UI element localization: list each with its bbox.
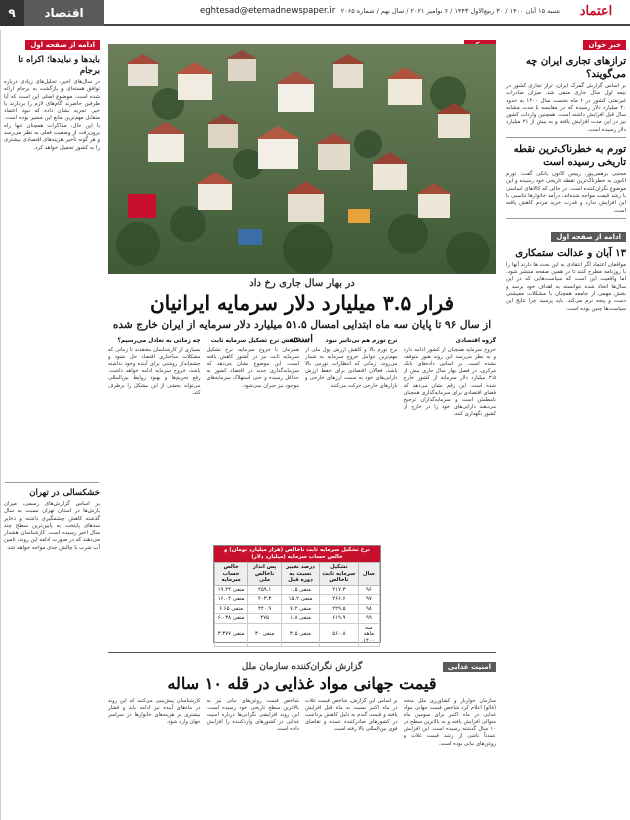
table-cell: منفی ۶.۰۳۸	[215, 614, 248, 624]
column-heading: چه زمانی به تعادل می‌رسیم؟	[117, 338, 201, 344]
bottom-article-body	[108, 698, 496, 818]
table-cell: منفی ۷.۲	[282, 604, 320, 614]
table-cell: ۲۲۹.۵	[319, 604, 358, 614]
table-title: نرخ تشکیل سرمایه ثابت ناخالص (هزار میلیارد تومان) و خالص حساب سرمایه (میلیارد دلار)	[214, 546, 380, 562]
column-text: خروج سرمایه همچنان از کشور ادامه دارد و به نظر می‌رسد این روند هنوز متوقف نشده است. بر اساس داده‌های بانک مرکزی، در فصل بهار سال جاری بیش از ۳.۵ میلیارد دلار سرمایه از کشور خارج شده است. این رقم نشان می‌دهد که فضای اقتصادی برای سرمایه‌گذاری همچنان نامطمئن است و سرمایه‌گذاران ترجیح می‌دهند دارایی‌های خود را در خارج از کشور نگهداری کنند.	[403, 347, 496, 417]
story-body: در سال‌های اخیر، تحلیل‌های زیادی درباره توافق هسته‌ای و بازگشت به برجام ارائه شده است. موضوع اصلی این است که آیا طرفین حاضرند گام‌های لازم را بردارند یا خیر. تجربه نشان داده که نبود اعتماد متقابل مهم‌ترین مانع این مسیر بوده است. با این حال، مذاکرات همچنان تنها راه برون‌رفت از وضعیت فعلی به نظر می‌رسد و هر گونه تأخیر هزینه‌های اقتصادی بیشتری را به کشور تحمیل خواهد کرد.	[4, 79, 100, 151]
table-cell: منفی ۳۰	[248, 623, 282, 646]
table-cell: ۲۱۷.۳	[319, 585, 358, 595]
table-cell: منفی ۶.۶۵	[215, 604, 248, 614]
story-title: تراز‌های تجاری ایران چه می‌گویند؟	[525, 56, 626, 80]
section-tag: خبر خوان	[583, 40, 626, 50]
table-header: درصد تغییر نسبت به دوره قبل	[282, 563, 320, 586]
table-cell: منفی ۱۶.۰۲	[215, 595, 248, 605]
table-cell: منفی ۳.۵	[282, 623, 320, 646]
table-cell: منفی ۳.۳۷۷	[215, 623, 248, 646]
table-cell: ۹۸	[358, 604, 379, 614]
masthead	[0, 0, 630, 26]
table-cell: ۶۱۹.۹	[319, 614, 358, 624]
article-column: شاخص قیمت روغن‌های نباتی نیز به بالاترین سطح تاریخی خود رسیده است. این روند افزایشی نگرانی‌ها درباره امنیت غذایی در کشورهای واردکننده را افزایش داده است.	[206, 698, 299, 733]
dateline: شنبه ۱۵ آبان ۱۴۰۰ / ۳۰ ربیع‌الاول ۱۴۴۳ / ۶ نوامبر ۲۰۲۱ / سال نهم / شماره ۲۰۶۵	[340, 7, 560, 15]
left-column	[0, 30, 103, 820]
article-column: بر اساس این گزارش، شاخص قیمت غلات در ماه اکتبر نسبت به ماه قبل افزایش یافته و قیمت گندم به دلیل کاهش برداشت در کشورهای صادرکننده عمده و تقاضای قوی بین‌المللی بالا رفته است.	[305, 698, 398, 733]
table-cell: منفی ۱۵.۲	[282, 595, 320, 605]
table-cell: ۴۴۰.۹	[248, 604, 282, 614]
table-cell: ۴۰۳.۳	[248, 595, 282, 605]
column-heading: نرخ تورم هم بی‌تاثیر نبود	[325, 338, 398, 344]
table-header: خالص حساب سرمایه	[215, 563, 248, 586]
column-heading: کاهش نرخ تشکیل سرمایه ثابت	[210, 338, 299, 344]
email-address[interactable]: eghtesad@etemadnewspaper.ir	[200, 6, 336, 16]
table-cell: سه ماهه ۱۴۰۰	[358, 623, 379, 646]
table-cell: منفی ۱۹.۴۴	[215, 585, 248, 595]
column-text: نرخ تورم بالا و کاهش ارزش پول ملی از مهم‌ترین عوامل خروج سرمایه به شمار می‌روند. زمانی که انتظارات تورمی بالا باشد، فعالان اقتصادی برای حفظ ارزش دارایی‌های خود به سمت ارزهای خارجی و بازارهای خارجی حرکت می‌کنند.	[305, 347, 398, 389]
table-header-row	[215, 563, 380, 586]
table-cell: ۹۷	[358, 595, 379, 605]
right-column	[502, 30, 630, 820]
table-cell: منفی ۰.۵	[282, 585, 320, 595]
capital-table	[213, 545, 381, 643]
section-divider	[108, 652, 496, 653]
story-title: بایدها و نبایدها؛ اکراه تا برجام	[18, 55, 100, 76]
story-title: تورم به خطرناک‌ترین نقطه تاریخی رسیده است	[513, 144, 626, 169]
story-title: ۱۳ آبان و عدالت ستمکاری	[515, 247, 626, 259]
table-cell: ۴۷۵	[248, 614, 282, 624]
column-text: بسیاری از کارشناسان معتقدند تا زمانی که مشکلات ساختاری اقتصاد حل نشود و چشم‌انداز روشنی برای آینده وجود نداشته باشد، خروج سرمایه ادامه خواهد داشت. رفع تحریم‌ها و بهبود روابط بین‌المللی می‌تواند بخشی از این مشکل را برطرف کند.	[108, 347, 201, 396]
table-cell: ۲۶۶.۶	[319, 595, 358, 605]
main-headline: فرار ۳.۵ میلیارد دلار سرمایه ایرانیان	[149, 291, 455, 315]
column-text: همزمان با خروج سرمایه، نرخ تشکیل سرمایه ثابت نیز در کشور کاهش یافته است. این موضوع نشان می‌دهد که سرمایه‌گذاری جدید در اقتصاد کشور به حداقل رسیده و حتی استهلاک سرمایه‌های موجود نیز جبران نمی‌شود.	[206, 347, 299, 389]
divider	[506, 137, 626, 138]
table-header: سال	[358, 563, 379, 586]
data-table	[214, 562, 380, 647]
table-cell: ۹۹	[358, 614, 379, 624]
story-body: مجتبی برهمی‌پور، رییس کانون بانکی گفت: تورم اکنون به خطرناک‌ترین نقطه تاریخی خود رسیده و این موضوع نگران‌کننده است. در حالی که کالاهای اساسی با رشد قیمت مواجه شده‌اند، درآمد خانوارها تناسبی با این افزایش ندارد و قدرت خرید مردم کاهش یافته است.	[506, 171, 626, 214]
section-tag: امنیت غذایی	[443, 662, 496, 672]
table-row	[215, 585, 380, 595]
story-body: بر اساس گزارش‌های رسمی، میزان بارش‌ها در استان تهران نسبت به سال گذشته کاهش چشمگیری داشته و ذخایر سدهای پایتخت به پایین‌ترین سطح چند سال اخیر رسیده است. کارشناسان هشدار می‌دهند که در صورت ادامه این روند، تامین آب شرب با چالش جدی مواجه خواهد شد.	[4, 500, 100, 551]
newspaper-logo: اعتماد	[579, 4, 613, 19]
article-column	[404, 336, 497, 646]
town-illustration	[108, 44, 496, 274]
article-column	[108, 336, 201, 646]
table-row	[215, 623, 380, 646]
table-row	[215, 614, 380, 624]
table-row	[215, 595, 380, 605]
article-column: کارشناسان پیش‌بینی می‌کنند که این روند در ماه‌های آینده نیز ادامه یابد و فشار بیشتری بر هزینه‌های خانوارها در سراسر جهان وارد شود.	[108, 698, 201, 726]
table-cell: ۵۶۰.۸	[319, 623, 358, 646]
bottom-headline: قیمت جهانی مواد غذایی در قله ۱۰ ساله	[167, 674, 437, 693]
kicker: در بهار سال جاری رخ داد	[249, 278, 355, 289]
table-cell: منفی ۱.۸	[282, 614, 320, 624]
table-header: پس انداز ناخالص ملی	[248, 563, 282, 586]
story-body: مواقفان اعتماد اگر انتقادی به این بحث ها دارند آنها را با روزنامه مطرح کنند تا در همین صفحه منتشر شود. اما واقعیت این است که سیاست‌هایی که در این سال‌ها اتخاذ شده نتوانسته به اهداف خود برسد و بخش مهمی از جامعه همچنان با مشکلات معیشتی دست و پنجه نرم می‌کند. باید پرسید چرا نتایج این سیاست‌ها چنین بوده است.	[506, 261, 626, 312]
aerial-town-photo	[108, 44, 496, 274]
table-cell: ۹۶	[358, 585, 379, 595]
page-number: ۹	[0, 0, 24, 26]
story-body: بر اساس گزارش گمرک ایران، تراز تجاری کشور در نیمه اول سال جاری منفی شد. میزان صادرات غیرنفتی کشور در ۶ ماه نخست سال ۱۴۰۰ به حدود ۲۰ میلیارد دلار رسیده که در مقایسه با مدت مشابه سال قبل افزایش داشته است. همچنین واردات کشور نیز در این مدت افزایش یافته و به بیش از ۲۱ میلیارد دلار رسیده است.	[506, 83, 626, 133]
story-title: خشکسالی در تهران	[29, 487, 100, 498]
table-header: تشکیل سرمایه ثابت ناخالص	[319, 563, 358, 586]
section-tag: ادامه از صفحه اول	[25, 40, 100, 50]
article-column: سازمان خواربار و کشاورزی ملل متحد (فائو) اعلام کرد شاخص قیمت جهانی مواد غذایی در ماه اکتبر برای سومین ماه متوالی افزایش یافته و به بالاترین سطح در ۱۰ سال گذشته رسیده است. این افزایش عمدتاً ناشی از رشد قیمت غلات و روغن‌های نباتی بوده است.	[403, 698, 496, 747]
divider	[506, 218, 626, 219]
table-cell: ۴۵۹.۱	[248, 585, 282, 595]
section-name: اقتصاد	[24, 0, 104, 26]
bottom-kicker: گزارش نگران‌کننده سازمان ملل	[241, 662, 363, 672]
column-heading: گروه اقتصادی	[455, 338, 496, 344]
section-tag: ادامه از صفحه اول	[551, 232, 626, 242]
table-row	[215, 604, 380, 614]
divider	[5, 482, 99, 483]
subheadline: از سال ۹۶ تا پایان سه ماه ابتدایی امسال ۵۱.۵ میلیارد دلار سرمایه از ایران خارج شده است	[112, 319, 492, 345]
